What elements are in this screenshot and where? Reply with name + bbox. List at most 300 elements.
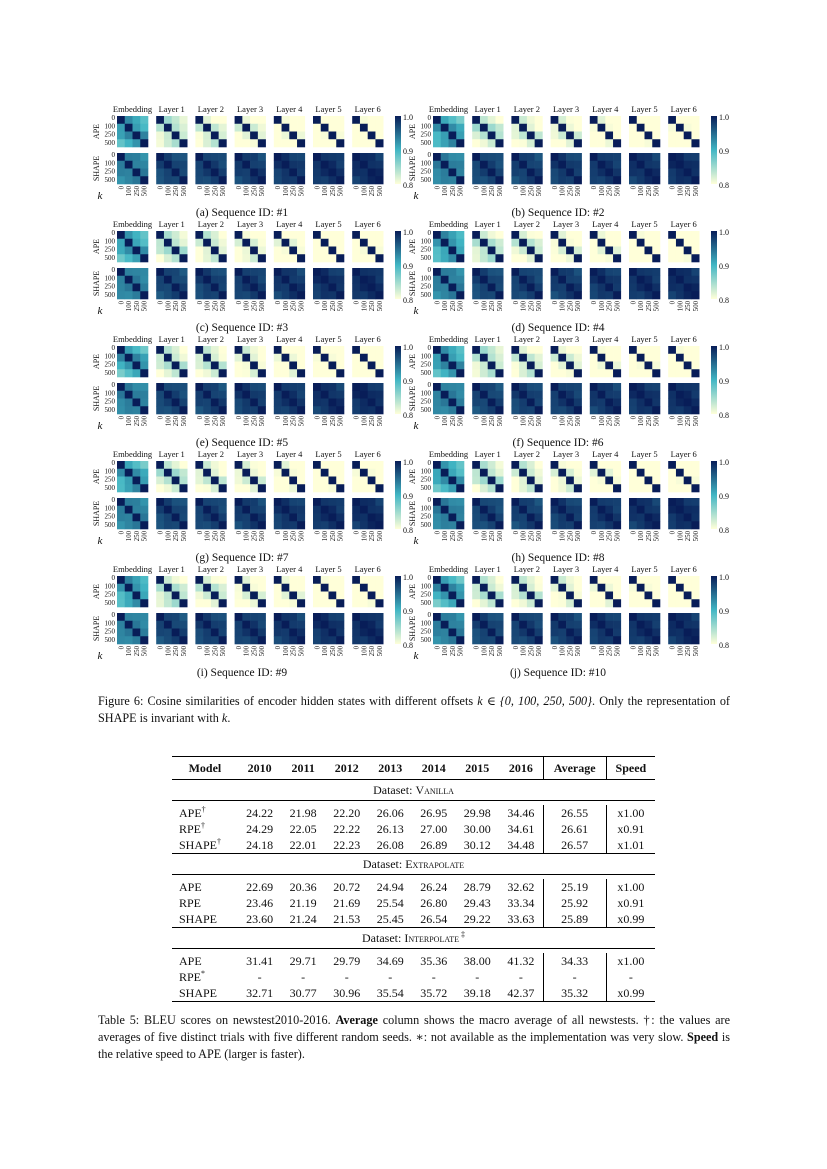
heatmap-cell xyxy=(219,506,227,514)
heatmap-cell xyxy=(368,369,376,377)
heatmap-cell xyxy=(117,498,125,506)
heatmap-cell xyxy=(566,484,574,492)
heatmap-cell xyxy=(242,576,250,584)
heatmap-cell xyxy=(133,498,141,506)
heatmap-cell xyxy=(495,276,503,284)
heatmap-cell xyxy=(329,621,337,629)
heatmap-cell xyxy=(456,124,464,132)
heatmap-cell xyxy=(375,139,383,147)
heatmap-cell xyxy=(598,231,606,239)
colorbar-tick-label: 1.0 xyxy=(403,573,413,582)
heatmap-cell xyxy=(480,498,488,506)
layer-label: Layer 2 xyxy=(197,449,225,459)
heatmap-cell xyxy=(691,291,699,299)
heatmap-cell xyxy=(519,116,527,124)
heatmap-cell xyxy=(495,576,503,584)
heatmap-cell xyxy=(195,406,203,414)
heatmap-cell xyxy=(336,592,344,600)
heatmap-cell xyxy=(219,116,227,124)
ape-heatmap xyxy=(511,231,542,262)
heatmap-cell xyxy=(289,469,297,477)
heatmap-cell xyxy=(179,461,187,469)
heatmap-cell xyxy=(566,362,574,370)
heatmap-cell xyxy=(590,477,598,485)
x-tick-label: 0 xyxy=(591,646,599,650)
heatmap-cell xyxy=(598,176,606,184)
heatmap-cell xyxy=(219,521,227,529)
heatmap-cell xyxy=(313,599,321,607)
heatmap-cell xyxy=(535,506,543,514)
heatmap-cell xyxy=(368,124,376,132)
dataset-label xyxy=(172,854,655,875)
heatmap-cell xyxy=(235,461,243,469)
x-tick-label: 0 xyxy=(235,186,243,190)
heatmap-cell xyxy=(433,406,441,414)
y-tick-label: 100 xyxy=(420,237,431,246)
heatmap-cell xyxy=(480,284,488,292)
table-cell: 30.00 xyxy=(463,821,491,836)
heatmap-cell xyxy=(282,291,290,299)
heatmap-cell xyxy=(235,139,243,147)
heatmap-cell xyxy=(179,132,187,140)
heatmap-cell xyxy=(613,399,621,407)
heatmap-cell xyxy=(574,613,582,621)
heatmap-cell xyxy=(480,391,488,399)
ape-heatmap xyxy=(274,116,305,147)
heatmap-cell xyxy=(511,477,519,485)
heatmap-cell xyxy=(297,176,305,184)
heatmap-cell xyxy=(574,231,582,239)
x-tick-label: 100 xyxy=(126,416,134,427)
x-tick-label: 500 xyxy=(180,646,188,657)
table-cell: 33.34 xyxy=(507,895,535,910)
heatmap-cell xyxy=(535,514,543,522)
heatmap-cell xyxy=(598,584,606,592)
heatmap-cell xyxy=(449,521,457,529)
heatmap-cell xyxy=(613,254,621,262)
heatmap-cell xyxy=(676,613,684,621)
heatmap-cell xyxy=(274,268,282,276)
heatmap-cell xyxy=(535,239,543,247)
heatmap-cell xyxy=(480,161,488,169)
heatmap-cell xyxy=(519,362,527,370)
heatmap-cell xyxy=(433,362,441,370)
heatmap-cell xyxy=(535,383,543,391)
y-tick-label: 100 xyxy=(104,582,115,591)
heatmap-cell xyxy=(668,254,676,262)
table-cell: - xyxy=(518,969,523,984)
offset-k-label: k xyxy=(413,305,419,317)
ape-heatmap xyxy=(117,461,148,492)
heatmap-cell xyxy=(472,231,480,239)
heatmap-cell xyxy=(598,239,606,247)
heatmap-cell xyxy=(684,592,692,600)
heatmap-cell xyxy=(480,239,488,247)
y-tick-label: 100 xyxy=(420,467,431,476)
heatmap-cell xyxy=(566,276,574,284)
table-cell: 30.96 xyxy=(325,985,369,1002)
heatmap-cell xyxy=(566,584,574,592)
heatmap-cell xyxy=(329,369,337,377)
y-tick-label: 100 xyxy=(420,504,431,513)
heatmap-cell xyxy=(637,153,645,161)
heatmap-cell xyxy=(360,461,368,469)
table-cell: 34.33 xyxy=(543,953,606,969)
heatmap-cell xyxy=(219,247,227,255)
heatmap-cell xyxy=(676,599,684,607)
heatmap-cell xyxy=(172,613,180,621)
heatmap-cell xyxy=(668,484,676,492)
heatmap-cell xyxy=(574,584,582,592)
colorbar-tick-label: 0.8 xyxy=(403,296,413,305)
heatmap-cell xyxy=(598,406,606,414)
heatmap-cell xyxy=(235,506,243,514)
heatmap-cell xyxy=(125,592,133,600)
heatmap-cell xyxy=(274,362,282,370)
heatmap-cell xyxy=(250,247,258,255)
heatmap-cell xyxy=(598,592,606,600)
heatmap-cell xyxy=(219,132,227,140)
heatmap-cell xyxy=(668,354,676,362)
ape-heatmap xyxy=(274,576,305,607)
heatmap-cell xyxy=(140,498,148,506)
heatmap-cell xyxy=(235,276,243,284)
heatmap-cell xyxy=(211,584,219,592)
layer-label: Layer 4 xyxy=(592,219,619,229)
x-tick-label: 250 xyxy=(329,646,337,657)
heatmap-cell xyxy=(133,461,141,469)
heatmap-cell xyxy=(613,239,621,247)
heatmap-cell xyxy=(289,247,297,255)
heatmap-cell xyxy=(605,239,613,247)
heatmap-cell xyxy=(179,506,187,514)
heatmap-cell xyxy=(535,391,543,399)
heatmap-cell xyxy=(242,629,250,637)
heatmap-cell xyxy=(480,139,488,147)
heatmap-cell xyxy=(125,521,133,529)
heatmap-cell xyxy=(629,613,637,621)
heatmap-cell xyxy=(140,169,148,177)
heatmap-cell xyxy=(691,268,699,276)
heatmap-cell xyxy=(195,284,203,292)
heatmap-cell xyxy=(637,124,645,132)
x-tick-label: 100 xyxy=(559,301,567,312)
colorbar-tick-label: 0.8 xyxy=(719,641,729,650)
heatmap-cell xyxy=(156,161,164,169)
heatmap-cell xyxy=(274,576,282,584)
heatmap-cell xyxy=(472,576,480,584)
ape-heatmap xyxy=(235,576,266,607)
heatmap-cell xyxy=(668,291,676,299)
heatmap-cell xyxy=(652,116,660,124)
heatmap-cell xyxy=(519,176,527,184)
x-tick-label: 0 xyxy=(314,646,322,650)
heatmap-cell xyxy=(637,477,645,485)
dataset-prefix: Dataset: xyxy=(362,931,405,945)
x-tick-label: 0 xyxy=(353,416,361,420)
heatmap-cell xyxy=(480,369,488,377)
heatmap-cell xyxy=(289,461,297,469)
heatmap-cell xyxy=(133,391,141,399)
heatmap-cell xyxy=(676,276,684,284)
heatmap-cell xyxy=(433,239,441,247)
heatmap-cell xyxy=(258,498,266,506)
heatmap-cell xyxy=(566,268,574,276)
x-tick-label: 0 xyxy=(591,186,599,190)
heatmap-cell xyxy=(313,362,321,370)
subfigure-caption: (f) Sequence ID: #6 xyxy=(512,437,604,449)
heatmap-cell xyxy=(164,576,172,584)
heatmap-cell xyxy=(375,636,383,644)
heatmap-cell xyxy=(195,613,203,621)
heatmap-cell xyxy=(605,592,613,600)
x-tick-label: 100 xyxy=(481,531,489,542)
heatmap-cell xyxy=(242,116,250,124)
row-label: APE xyxy=(92,123,101,140)
heatmap-cell xyxy=(590,169,598,177)
heatmap-cell xyxy=(235,153,243,161)
shape-heatmap xyxy=(590,613,621,644)
subfigure-caption: (d) Sequence ID: #4 xyxy=(511,322,605,334)
heatmap-cell xyxy=(321,477,329,485)
heatmap-cell xyxy=(203,621,211,629)
heatmap-cell xyxy=(629,124,637,132)
heatmap-cell xyxy=(368,231,376,239)
x-tick-label: 500 xyxy=(298,416,306,427)
y-tick-label: 500 xyxy=(104,405,115,414)
heatmap-cell xyxy=(551,383,559,391)
dataset-name: Vanilla xyxy=(415,783,454,797)
table-cell: 38.00 xyxy=(463,953,491,968)
heatmap-cell xyxy=(691,399,699,407)
x-tick-label: 0 xyxy=(551,646,559,650)
heatmap-cell xyxy=(480,132,488,140)
colorbar-tick-label: 0.9 xyxy=(403,492,413,501)
dataset-row xyxy=(172,928,655,949)
heatmap-cell xyxy=(637,354,645,362)
ape-heatmap xyxy=(472,231,503,262)
heatmap-cell xyxy=(551,369,559,377)
shape-heatmap xyxy=(195,153,226,184)
heatmap-cell xyxy=(480,406,488,414)
heatmap-cell xyxy=(441,498,449,506)
heatmap-cell xyxy=(297,461,305,469)
table-row xyxy=(172,911,655,928)
heatmap-cell xyxy=(219,621,227,629)
x-tick-label: 100 xyxy=(520,186,528,197)
heatmap-cell xyxy=(472,629,480,637)
heatmap-cell xyxy=(495,629,503,637)
heatmap-cell xyxy=(368,161,376,169)
heatmap-cell xyxy=(125,247,133,255)
heatmap-cell xyxy=(375,461,383,469)
heatmap-cell xyxy=(527,116,535,124)
heatmap-cell xyxy=(133,592,141,600)
heatmap-cell xyxy=(613,599,621,607)
table-cell: - xyxy=(301,969,306,984)
heatmap-cell xyxy=(441,621,449,629)
heatmap-cell xyxy=(274,406,282,414)
x-tick-label: 100 xyxy=(322,531,330,542)
subfigure-caption: (i) Sequence ID: #9 xyxy=(196,667,288,679)
x-tick-label: 0 xyxy=(591,416,599,420)
x-tick-label: 0 xyxy=(235,301,243,305)
table-cell: 22.23 xyxy=(333,837,361,852)
heatmap-cell xyxy=(133,254,141,262)
heatmap-cell xyxy=(133,369,141,377)
heatmap-cell xyxy=(282,231,290,239)
table-cell: 32.62 xyxy=(507,879,535,894)
heatmap-cell xyxy=(472,506,480,514)
heatmap-cell xyxy=(566,613,574,621)
heatmap-cell xyxy=(645,153,653,161)
heatmap-cell xyxy=(117,153,125,161)
heatmap-cell xyxy=(156,484,164,492)
heatmap-cell xyxy=(629,383,637,391)
heatmap-cell xyxy=(313,498,321,506)
heatmap-cell xyxy=(289,406,297,414)
heatmap-cell xyxy=(274,599,282,607)
x-tick-label: 500 xyxy=(259,416,267,427)
heatmap-cell xyxy=(219,584,227,592)
heatmap-cell xyxy=(598,284,606,292)
heatmap-cell xyxy=(598,469,606,477)
heatmap-cell xyxy=(375,399,383,407)
y-tick-label: 500 xyxy=(420,138,431,147)
heatmap-cell xyxy=(637,584,645,592)
y-tick-label: 250 xyxy=(104,397,115,406)
layer-label: Layer 5 xyxy=(631,219,658,229)
x-tick-label: 100 xyxy=(559,531,567,542)
heatmap-cell xyxy=(235,362,243,370)
subfigure-caption: (h) Sequence ID: #8 xyxy=(511,552,605,564)
heatmap-cell xyxy=(566,247,574,255)
heatmap-cell xyxy=(211,576,219,584)
ape-heatmap xyxy=(274,461,305,492)
col-2013: 2013 xyxy=(368,757,412,780)
heatmap-cell xyxy=(527,231,535,239)
table-cell: - xyxy=(431,969,436,984)
shape-heatmap xyxy=(551,498,582,529)
heatmap-cell xyxy=(551,469,559,477)
heatmap-cell xyxy=(219,461,227,469)
heatmap-cell xyxy=(551,276,559,284)
heatmap-cell xyxy=(472,592,480,600)
heatmap-cell xyxy=(605,584,613,592)
heatmap-cell xyxy=(179,369,187,377)
heatmap-cell xyxy=(645,169,653,177)
heatmap-cell xyxy=(668,169,676,177)
y-tick-label: 250 xyxy=(104,590,115,599)
heatmap-cell xyxy=(195,169,203,177)
x-tick-label: 500 xyxy=(496,301,504,312)
heatmap-cell xyxy=(336,498,344,506)
heatmap-cell xyxy=(172,636,180,644)
heatmap-cell xyxy=(313,176,321,184)
heatmap-cell xyxy=(558,498,566,506)
heatmap-cell xyxy=(551,153,559,161)
heatmap-cell xyxy=(360,132,368,140)
table-cell: x0.91 xyxy=(606,821,655,837)
heatmap-cell xyxy=(352,247,360,255)
heatmap-cell xyxy=(645,231,653,239)
heatmap-cell xyxy=(535,116,543,124)
heatmap-cell xyxy=(637,139,645,147)
heatmap-cell xyxy=(235,521,243,529)
table-cell: 22.69 xyxy=(246,879,274,894)
heatmap-cell xyxy=(336,124,344,132)
shape-heatmap xyxy=(590,383,621,414)
heatmap-cell xyxy=(321,498,329,506)
ape-heatmap xyxy=(433,576,464,607)
table-header-row xyxy=(172,757,655,780)
heatmap-cell xyxy=(164,247,172,255)
heatmap-cell xyxy=(313,276,321,284)
heatmap-cell xyxy=(282,124,290,132)
heatmap-cell xyxy=(179,176,187,184)
heatmap-cell xyxy=(566,132,574,140)
heatmap-cell xyxy=(637,132,645,140)
x-tick-label: 500 xyxy=(180,416,188,427)
heatmap-cell xyxy=(668,391,676,399)
dataset-prefix: Dataset: xyxy=(362,857,406,871)
heatmap-cell xyxy=(676,284,684,292)
heatmap-cell xyxy=(375,153,383,161)
heatmap-panel xyxy=(92,330,412,440)
heatmap-cell xyxy=(590,116,598,124)
heatmap-cell xyxy=(566,161,574,169)
heatmap-cell xyxy=(472,399,480,407)
x-tick-label: 250 xyxy=(685,646,693,657)
heatmap-cell xyxy=(164,369,172,377)
heatmap-cell xyxy=(590,291,598,299)
heatmap-cell xyxy=(329,231,337,239)
heatmap-cell xyxy=(488,124,496,132)
heatmap-cell xyxy=(164,176,172,184)
heatmap-cell xyxy=(179,116,187,124)
heatmap-cell xyxy=(684,239,692,247)
y-tick-label: 0 xyxy=(111,574,115,582)
heatmap-cell xyxy=(195,161,203,169)
x-tick-label: 250 xyxy=(290,416,298,427)
ape-heatmap xyxy=(195,231,226,262)
heatmap-cell xyxy=(590,153,598,161)
heatmap-cell xyxy=(360,284,368,292)
ape-heatmap xyxy=(629,116,660,147)
x-tick-label: 500 xyxy=(376,301,384,312)
heatmap-cell xyxy=(360,629,368,637)
heatmap-cell xyxy=(375,391,383,399)
heatmap-cell xyxy=(676,506,684,514)
heatmap-cell xyxy=(258,592,266,600)
heatmap-cell xyxy=(566,139,574,147)
heatmap-cell xyxy=(117,506,125,514)
heatmap-cell xyxy=(250,636,258,644)
heatmap-cell xyxy=(551,176,559,184)
dataset-label xyxy=(172,928,655,949)
heatmap-cell xyxy=(645,576,653,584)
shape-heatmap xyxy=(313,613,344,644)
heatmap-cell xyxy=(558,153,566,161)
heatmap-cell xyxy=(321,621,329,629)
heatmap-cell xyxy=(433,291,441,299)
heatmap-cell xyxy=(133,636,141,644)
heatmap-cell xyxy=(535,139,543,147)
heatmap-cell xyxy=(125,484,133,492)
heatmap-cell xyxy=(441,576,449,584)
heatmap-cell xyxy=(274,247,282,255)
heatmap-cell xyxy=(219,176,227,184)
